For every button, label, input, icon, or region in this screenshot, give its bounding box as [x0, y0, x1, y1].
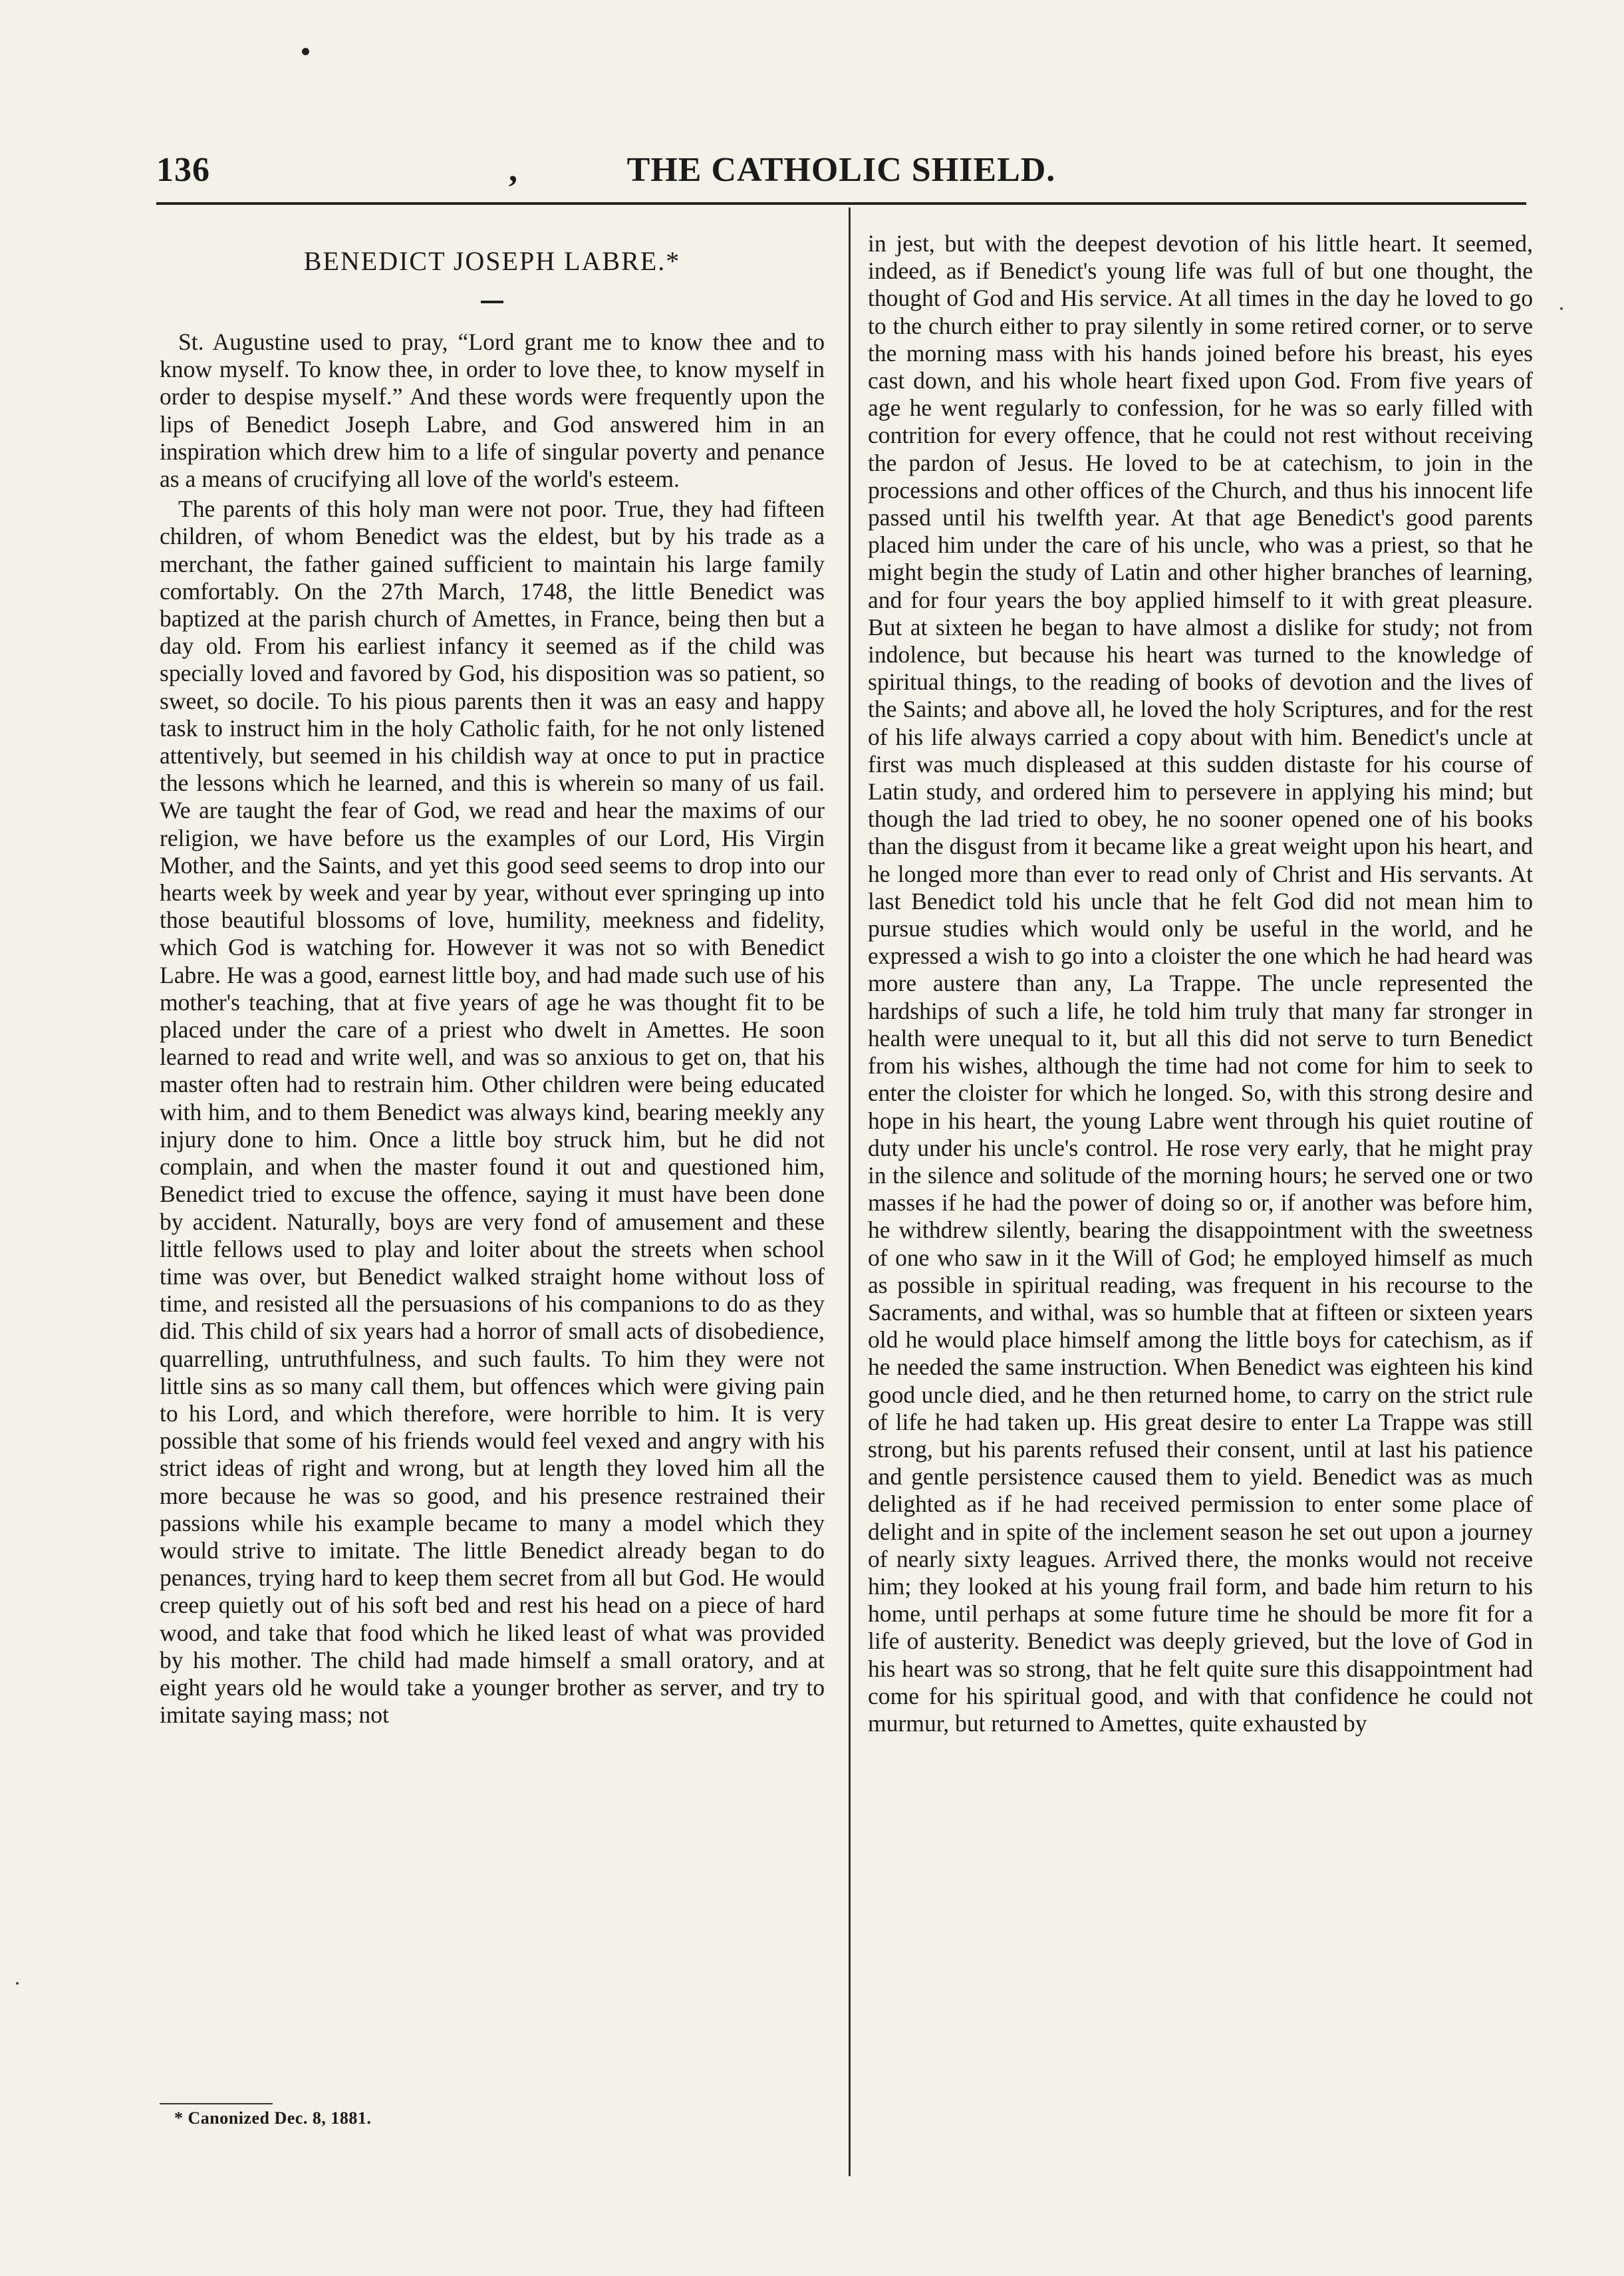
column-divider — [849, 208, 851, 2176]
ink-speck — [302, 48, 309, 55]
margin-speck — [16, 1982, 19, 1985]
page-number: 136 — [156, 151, 210, 189]
page-header — [156, 150, 1526, 197]
right-column — [868, 230, 1533, 1737]
paragraph: in jest, but with the deepest devotion of his little heart. It seemed, indeed, as if Benedict's young life was full of but one thought, the thought of God and His service. At all times in the day he loved to go to the church either to pray silently in some retired corner, or to serve the morning mass with his hands joined before his breast, his eyes cast down, and his whole heart fixed upon God. From five years of age he went regularly to confession, for he was so early filled with contrition for every offence, that he could not rest without receiving the pardon of Jesus. He loved to be at catechism, to join in the processions and other offices of the Church, and thus his innocent life passed until his twelfth year. At that age Benedict's good parents placed him under the care of his uncle, who was a priest, so that he might begin the study of Latin and other higher branches of learning, and for four years the boy applied himself to it with great pleasure. But at sixteen he began to have almost a dislike for study; not from indolence, but because his heart was turned to the knowledge of spiritual things, to the reading of books of devotion and the lives of the Saints; and above all, he loved the holy Scriptures, and for the rest of his life always carried a copy about with him. Benedict's uncle at first was much displeased at this sudden distaste for his course of Latin study, and ordered him to persevere in applying his mind; but though the lad tried to obey, he no sooner opened one of his books than the disgust from it became like a great weight upon his heart, and he longed more than ever to read only of Christ and His servants. At last Benedict told his uncle that he felt God did not mean him to pursue studies which would only be useful in the world, and he expressed a wish to go into a cloister the one which he had heard was more austere than any, La Trappe. The uncle represented the hardships of such a life, he told him truly that many far stronger in health were unequal to it, but all this did not serve to turn Benedict from his wishes, although the time had not come for him to seek to enter the cloister for which he longed. So, with this strong desire and hope in his heart, the young Labre went through his quiet routine of duty under his uncle's control. He rose very early, that he might pray in the silence and solitude of the morning hours; he served one or two masses if he had the power of doing so or, if another was before him, he withdrew silently, bearing the disappointment with the sweetness of one who saw in it the Will of God; he employed himself as much as possible in spiritual reading, was frequent in his recourse to the Sacraments, and withal, was so humble that at fifteen or sixteen years old he would place himself among the little boys for catechism, as if he needed the same instruction. When Benedict was eighteen his kind good uncle died, and he then returned home, to carry on the strict rule of life he had taken up. His great desire to enter La Trappe was still strong, but his parents refused their consent, until at last his patience and gentle persistence caused them to yield. Benedict was as much delighted as if he had received permission to enter some place of delight and in spite of the inclement season he set out upon a journey of nearly sixty leagues. Arrived there, the monks would not receive him; they looked at his young frail form, and bade him return to his home, until perhaps at some future time he should be more fit for a life of austerity. Benedict was deeply grieved, but the love of God in his heart was so strong, that he felt quite sure this disappointment had come for his spiritual good, and with that confidence he could not murmur, but returned to Amettes, quite exhausted by — [868, 230, 1533, 1737]
footnote: * Canonized Dec. 8, 1881. — [174, 2108, 372, 2128]
margin-speck — [1560, 307, 1563, 310]
paragraph: St. Augustine used to pray, “Lord grant me to know thee and to know myself. To know thee, in order to love thee, to know myself in order to despise myself.” And these words were frequently upon the lips of Benedict Joseph Labre, and God answered him in an inspiration which drew him to a life of singular poverty and penance as a means of crucifying all love of the world's esteem. — [160, 329, 825, 493]
paragraph: The parents of this holy man were not poor. True, they had fifteen children, of whom Benedict was the eldest, but by his trade as a merchant, the father gained sufficient to maintain his large family comfortably. On the 27th March, 1748, the little Benedict was baptized at the parish church of Amettes, in France, being then but a day old. From his earliest infancy it seemed as if the child was specially loved and favored by God, his disposition was so patient, so sweet, so docile. To his pious parents then it was an easy and happy task to instruct him in the holy Catholic faith, for he not only listened attentively, but seemed in his childish way at once to put in practice the lessons which he learned, and this is wherein so many of us fail. We are taught the fear of God, we read and hear the maxims of our religion, we have before us the examples of our Lord, His Virgin Mother, and the Saints, and yet this good seed seems to drop into our hearts week by week and year by year, without ever springing up into those beautiful blossoms of love, humility, meekness and fidelity, which God is watching for. However it was not so with Benedict Labre. He was a good, earnest little boy, and had made such use of his mother's teaching, that at five years of age he was thought fit to be placed under the care of a priest who dwelt in Amettes. He soon learned to read and write well, and was so anxious to get on, that his master often had to restrain him. Other children were being educated with him, and to them Benedict was always kind, bearing meekly any injury done to him. Once a little boy struck him, but he did not complain, and when the master found it out and questioned him, Benedict tried to excuse the offence, saying it must have been done by accident. Naturally, boys are very fond of amusement and these little fellows used to play and loiter about the streets when school time was over, but Benedict walked straight home without loss of time, and resisted all the persuasions of his companions to do as they did. This child of six years had a horror of small acts of disobedience, quarrelling, untruthfulness, and such faults. To him they were not little sins as so many call them, but offences which were giving pain to his Lord, and which therefore, were horrible to him. It is very possible that some of his friends would feel vexed and angry with his strict ideas of right and wrong, but at length they loved him all the more because he was so good, and his presence restrained their passions while his example became to many a model which they would strive to imitate. The little Benedict already began to do penances, trying hard to keep them secret from all but God. He would creep quietly out of his soft bed and rest his head on a piece of hard wood, and take that food which he liked least of what was provided by his mother. The child had made himself a small oratory, and at eight years old he would take a younger brother as server, and try to imitate saying mass; not — [160, 496, 825, 1729]
left-column — [160, 230, 825, 1729]
header-rule — [156, 202, 1526, 205]
heading-dash — [481, 301, 503, 303]
article-heading: BENEDICT JOSEPH LABRE.* — [303, 246, 681, 276]
stray-comma: , — [509, 151, 517, 189]
footnote-rule — [160, 2103, 273, 2104]
running-title: THE CATHOLIC SHIELD. — [626, 151, 1056, 189]
